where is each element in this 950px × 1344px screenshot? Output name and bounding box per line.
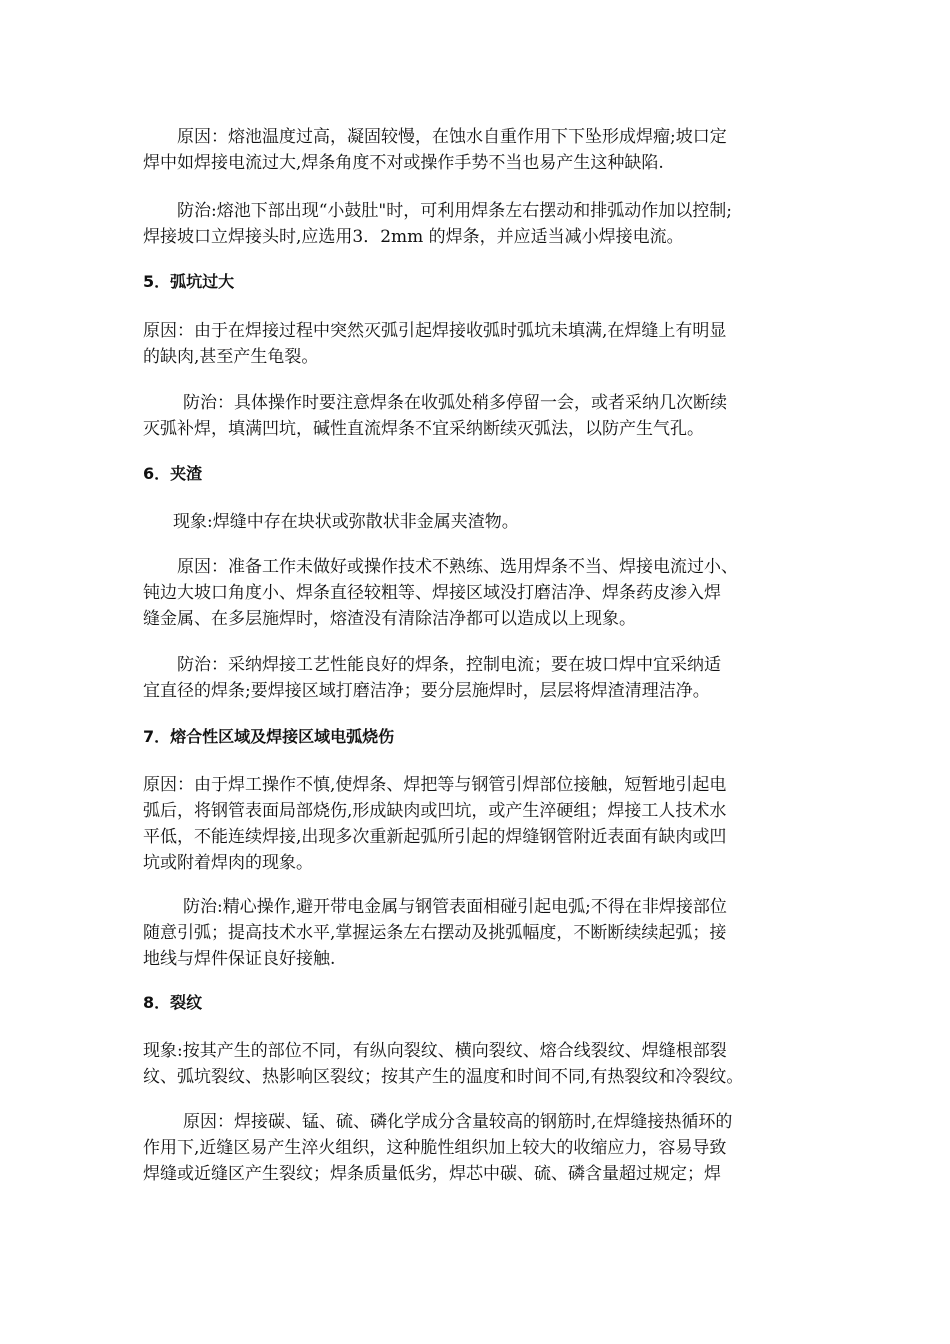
paragraph-phenomenon-slag (143, 509, 813, 535)
text-line: 防治：采纳焊接工艺性能良好的焊条，控制电流；要在坡口焊中宜采纳适 (177, 655, 721, 675)
text-line: 焊中如焊接电流过大,焊条角度不对或操作手势不当也易产生这种缺陷. (143, 153, 664, 173)
paragraph-prevention-arc-burn (143, 894, 813, 972)
text-line: 原因：熔池温度过高，凝固较慢，在蚀水自重作用下下坠形成焊瘤;坡口定 (177, 127, 727, 147)
text-line: 防治:精心操作,避开带电金属与钢管表面相碰引起电弧;不得在非焊接部位 (183, 897, 727, 917)
section-heading-8: 8．裂纹 (143, 993, 203, 1012)
text-line: 现象:焊缝中存在块状或弥散状非金属夹渣物。 (173, 512, 519, 532)
text-line: 地线与焊件保证良好接触. (143, 949, 336, 969)
paragraph-cause-crack (143, 1109, 813, 1187)
text-line: 平低，不能连续焊接,出现多次重新起弧所引起的焊缝钢管附近表面有缺肉或凹 (143, 827, 727, 847)
section-heading-7: 7．熔合性区域及焊接区域电弧烧伤 (143, 727, 395, 746)
paragraph-prevention-slag (143, 652, 813, 704)
section-heading-5: 5．弧坑过大 (143, 272, 235, 291)
text-line: 原因：由于焊工操作不慎,使焊条、焊把等与钢管引焊部位接触，短暂地引起电 (143, 775, 727, 795)
text-line: 弧后，将钢管表面局部烧伤,形成缺肉或凹坑，或产生淬硬组；焊接工人技术水 (143, 801, 727, 821)
paragraph-cause-crater (143, 318, 813, 370)
text-line: 宜直径的焊条;要焊接区域打磨洁净；要分层施焊时，层层将焊渣清理洁净。 (143, 681, 710, 701)
paragraph-cause-weld-bead (143, 124, 813, 176)
text-line: 原因：由于在焊接过程中突然灭弧引起焊接收弧时弧坑未填满,在焊缝上有明显 (143, 321, 727, 341)
text-line: 现象:按其产生的部位不同，有纵向裂纹、横向裂纹、熔合线裂纹、焊缝根部裂 (143, 1041, 727, 1061)
text-line: 焊缝或近缝区产生裂纹；焊条质量低劣，焊芯中碳、硫、磷含量超过规定；焊 (143, 1164, 721, 1184)
text-line: 原因：准备工作未做好或操作技术不熟练、选用焊条不当、焊接电流过小、 (177, 557, 738, 577)
paragraph-cause-arc-burn (143, 772, 813, 876)
text-line: 作用下,近缝区易产生淬火组织，这种脆性组织加上较大的收缩应力，容易导致 (143, 1138, 727, 1158)
text-line: 焊接坡口立焊接头时,应选用3．2mm 的焊条，并应适当减小焊接电流。 (143, 227, 684, 247)
text-line: 防治:熔池下部出现“小鼓肚"时，可利用焊条左右摆动和排弧动作加以控制; (177, 201, 732, 221)
section-heading-6: 6．夹渣 (143, 464, 203, 483)
text-line: 随意引弧；提高技术水平,掌握运条左右摆动及挑弧幅度，不断断续续起弧；接 (143, 923, 727, 943)
paragraph-phenomenon-crack (143, 1038, 813, 1090)
paragraph-cause-slag (143, 554, 813, 632)
paragraph-prevention-crater (143, 390, 813, 442)
paragraph-prevention-weld-bead (143, 198, 813, 250)
text-line: 缝金属、在多层施焊时，熔渣没有清除洁净都可以造成以上现象。 (143, 609, 636, 629)
text-line: 坑或附着焊肉的现象。 (143, 853, 313, 873)
text-line: 钝边大坡口角度小、焊条直径较粗等、焊接区域没打磨洁净、焊条药皮渗入焊 (143, 583, 721, 603)
text-line: 灭弧补焊，填满凹坑，碱性直流焊条不宜采纳断续灭弧法，以防产生气孔。 (143, 419, 704, 439)
text-line: 的缺肉,甚至产生龟裂。 (143, 347, 319, 367)
text-line: 原因：焊接碳、锰、硫、磷化学成分含量较高的钢筋时,在焊缝接热循环的 (183, 1112, 733, 1132)
text-line: 防治：具体操作时要注意焊条在收弧处稍多停留一会，或者采纳几次断续 (183, 393, 727, 413)
text-line: 纹、弧坑裂纹、热影响区裂纹；按其产生的温度和时间不同,有热裂纹和冷裂纹。 (143, 1067, 744, 1087)
